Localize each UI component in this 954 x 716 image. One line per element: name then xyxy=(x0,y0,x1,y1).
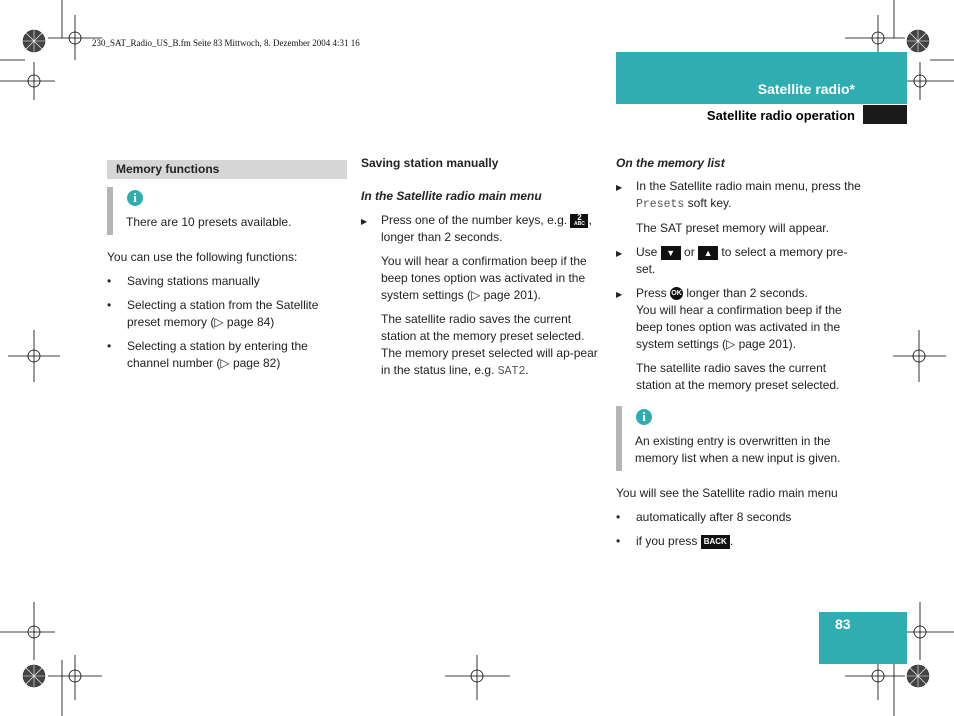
info-note-text: There are 10 presets available. xyxy=(126,215,292,229)
page-number: 83 xyxy=(835,616,851,632)
info-note xyxy=(616,406,861,471)
column-saving-manually xyxy=(361,155,601,387)
saves-station-text: The satellite radio saves the current station at the memory preset selected. The memory preset selected will ap-pear in the status line, e.g. SAT2. xyxy=(381,312,598,378)
info-note xyxy=(107,187,347,235)
ok-key-icon: OK xyxy=(670,287,683,300)
display-text: Presets xyxy=(636,198,685,211)
arrow-up-key-icon: ▲ xyxy=(698,246,718,260)
print-info: 230_SAT_Radio_US_B.fm Seite 83 Mittwoch, 8. Dezember 2004 4:31 16 xyxy=(92,38,360,48)
memory-list-steps xyxy=(616,178,861,213)
display-text: SAT2 xyxy=(497,365,526,378)
saving-heading: Saving station manually xyxy=(361,156,499,170)
step-text: , longer than 2 seconds. xyxy=(381,213,592,244)
info-icon: i xyxy=(636,409,652,425)
memory-functions-heading: Memory functions xyxy=(107,160,347,179)
info-note-text: An existing entry is overwritten in the memory list when a new input is given. xyxy=(635,434,841,465)
confirmation-beep-text: You will hear a confirmation beep if the beep tones option was activated in the system settings (▷ page 201). xyxy=(381,254,587,302)
list-item: • Selecting a station by entering the channel number (▷ page 82) xyxy=(107,338,347,372)
info-icon: i xyxy=(127,190,143,206)
step-item: ▶ Press OK longer than 2 seconds. You will hear a confirmation beep if the beep tones option was activated in the system settings (▷ page 201). xyxy=(616,285,861,353)
column-memory-functions xyxy=(107,160,347,379)
step-text: Press one of the number keys, e.g. xyxy=(381,213,568,227)
arrow-down-key-icon: ▼ xyxy=(661,246,681,260)
step-item xyxy=(361,212,601,246)
step-item: ▶ In the Satellite radio main menu, press the Presets soft key. xyxy=(616,178,861,213)
main-menu-subheading: In the Satellite radio main menu xyxy=(361,189,542,203)
step-result: The SAT preset memory will appear. xyxy=(636,221,829,235)
list-item: • Selecting a station from the Satellite preset memory (▷ page 84) xyxy=(107,297,347,331)
list-item: • Saving stations manually xyxy=(107,273,347,290)
saving-steps xyxy=(361,212,601,246)
memory-list-heading: On the memory list xyxy=(616,156,725,170)
main-menu-outro: You will see the Satellite radio main menu xyxy=(616,486,838,500)
step-result: The satellite radio saves the current station at the memory preset selected. xyxy=(636,361,840,392)
section-tab xyxy=(863,105,907,124)
list-item: • if you press BACK . xyxy=(616,533,861,550)
functions-intro: You can use the following functions: xyxy=(107,250,298,264)
section-title: Satellite radio operation xyxy=(706,108,855,123)
chapter-title: Satellite radio* xyxy=(757,81,855,97)
list-item: • automatically after 8 seconds xyxy=(616,509,861,526)
functions-list xyxy=(107,273,347,372)
memory-list-steps-2 xyxy=(616,244,861,353)
column-memory-list xyxy=(616,155,861,557)
return-list xyxy=(616,509,861,550)
back-key-icon: BACK xyxy=(701,535,730,549)
page-number-box xyxy=(819,612,907,664)
step-item: ▶ Use ▼ or ▲ to select a memory pre-set. xyxy=(616,244,861,278)
number-key-2-icon: 2 ABC xyxy=(570,214,588,228)
